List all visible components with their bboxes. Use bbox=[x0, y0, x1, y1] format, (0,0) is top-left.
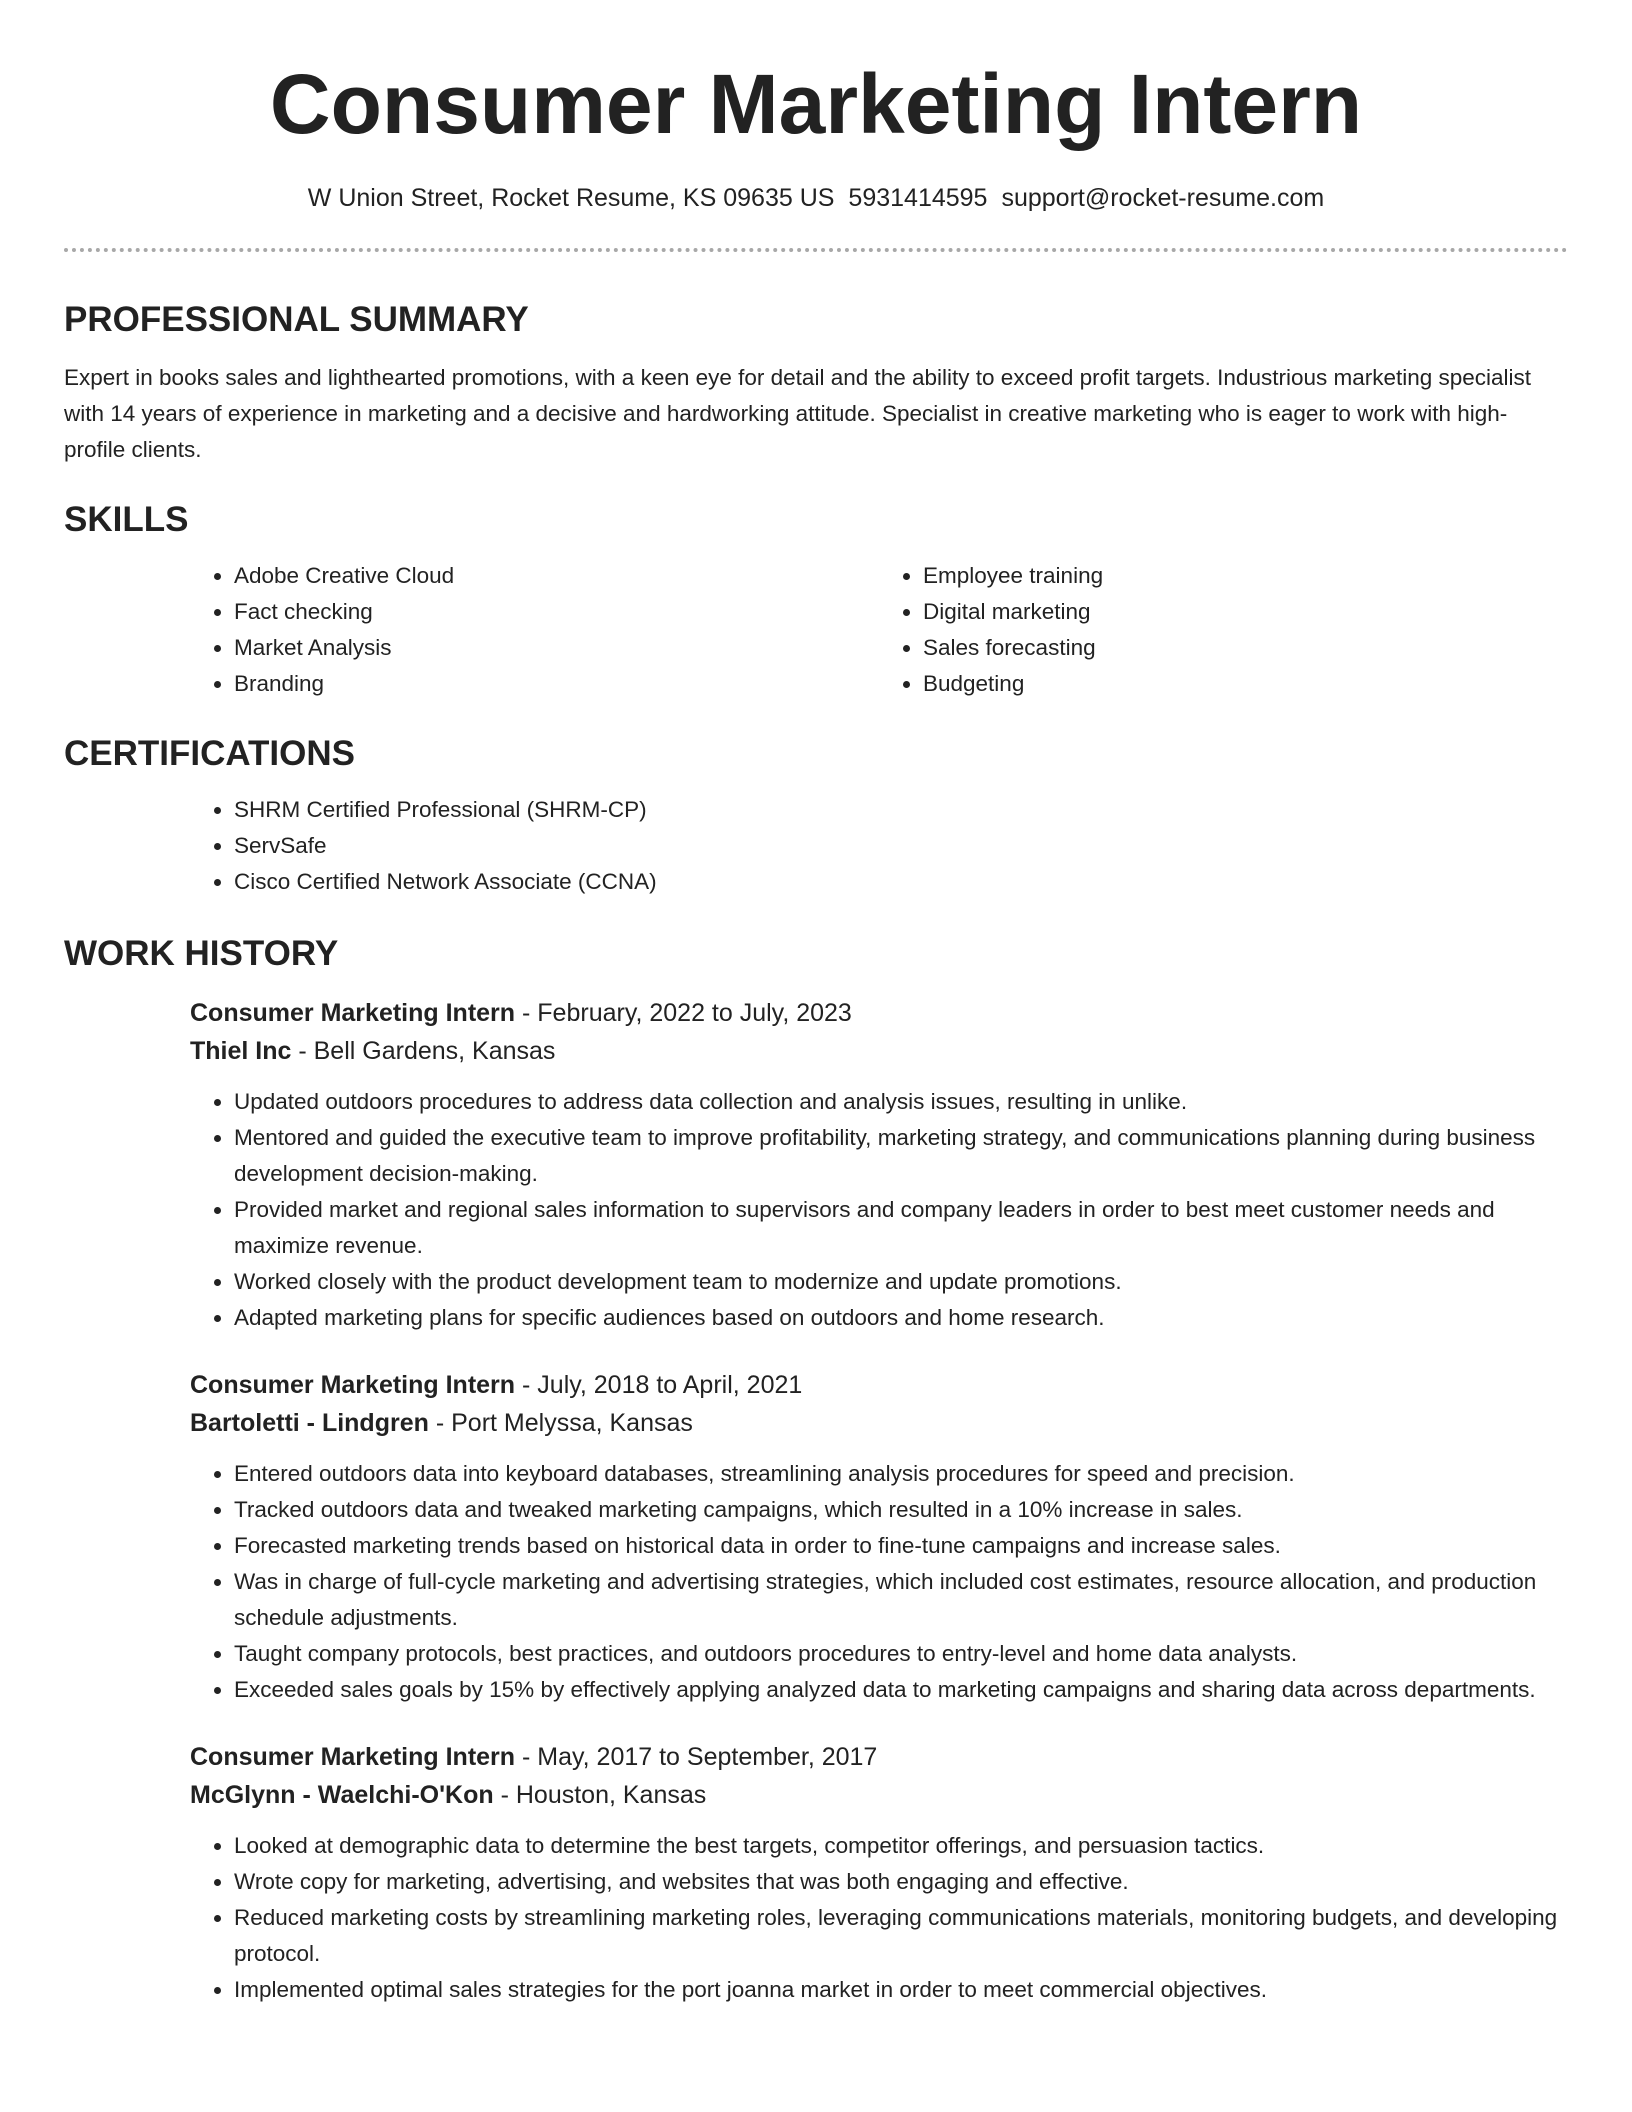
job-location: - Houston, Kansas bbox=[500, 1781, 707, 1809]
certification-item: • SHRM Certified Professional (SHRM-CP) bbox=[234, 792, 1568, 828]
skills-columns bbox=[190, 558, 1568, 702]
job-company-line bbox=[190, 1404, 1568, 1442]
skills-title: SKILLS bbox=[64, 500, 189, 539]
job-bullet: • Exceeded sales goals by 15% by effectively applying analyzed data to marketing campaigns and sharing data across departments. bbox=[234, 1672, 1568, 1708]
contact-line bbox=[64, 182, 1568, 214]
certifications-section bbox=[64, 732, 1568, 900]
skill-item: • Sales forecasting bbox=[923, 630, 1568, 666]
resume-page bbox=[64, 0, 1568, 2008]
certifications-body bbox=[190, 792, 1568, 900]
job-title-line bbox=[190, 1366, 1568, 1404]
job-bullet: • Implemented optimal sales strategies for the port joanna market in order to meet commercial objectives. bbox=[234, 1972, 1568, 2008]
skill-item: • Fact checking bbox=[234, 594, 879, 630]
job-dates: - July, 2018 to April, 2021 bbox=[522, 1371, 803, 1399]
job-company: Bartoletti - Lindgren bbox=[190, 1409, 429, 1437]
header-divider bbox=[64, 248, 1568, 252]
skill-item: • Employee training bbox=[923, 558, 1568, 594]
job-title-line bbox=[190, 1738, 1568, 1776]
summary-text: Expert in books sales and lighthearted promotions, with a keen eye for detail and the ability to exceed profit targets. Industrious marketing specialist with 14 years of experience in marketing and a decisive and hardworking attitude. Specialist in creative marketing who is eager to work with high-profile clients. bbox=[64, 365, 1532, 462]
contact-email: support@rocket-resume.com bbox=[1001, 184, 1325, 212]
job-bullet: • Reduced marketing costs by streamlining marketing roles, leveraging communications materials, monitoring budgets, and developing protocol. bbox=[234, 1900, 1568, 1972]
skills-section bbox=[64, 498, 1568, 702]
job-company-line bbox=[190, 1776, 1568, 1814]
summary-section bbox=[64, 298, 1568, 468]
job-bullet: • Forecasted marketing trends based on historical data in order to fine-tune campaigns and increase sales. bbox=[234, 1528, 1568, 1564]
job-bullet: • Updated outdoors procedures to address data collection and analysis issues, resulting in unlike. bbox=[234, 1084, 1568, 1120]
job-location: - Port Melyssa, Kansas bbox=[435, 1409, 693, 1437]
work-history-section bbox=[64, 932, 1568, 2008]
skill-item: • Branding bbox=[234, 666, 879, 702]
job-entry bbox=[190, 994, 1568, 1336]
certifications-title: CERTIFICATIONS bbox=[64, 734, 356, 773]
job-dates: - February, 2022 to July, 2023 bbox=[522, 999, 852, 1027]
skill-item: • Adobe Creative Cloud bbox=[234, 558, 879, 594]
job-bullet: • Looked at demographic data to determine the best targets, competitor offerings, and persuasion tactics. bbox=[234, 1828, 1568, 1864]
job-bullet: • Tracked outdoors data and tweaked marketing campaigns, which resulted in a 10% increase in sales. bbox=[234, 1492, 1568, 1528]
job-entry bbox=[190, 1738, 1568, 2008]
certifications-list bbox=[190, 792, 1568, 900]
job-bullet: • Entered outdoors data into keyboard databases, streamlining analysis procedures for speed and precision. bbox=[234, 1456, 1568, 1492]
skills-list-left bbox=[190, 558, 879, 702]
job-entry bbox=[190, 1366, 1568, 1708]
job-bullets bbox=[190, 1084, 1568, 1336]
job-location: - Bell Gardens, Kansas bbox=[298, 1037, 556, 1065]
summary-title: PROFESSIONAL SUMMARY bbox=[64, 300, 529, 339]
job-dates: - May, 2017 to September, 2017 bbox=[522, 1743, 878, 1771]
skill-item: • Market Analysis bbox=[234, 630, 879, 666]
candidate-name: Consumer Marketing Intern bbox=[269, 57, 1363, 151]
job-company-line bbox=[190, 1032, 1568, 1070]
job-bullet: • Was in charge of full-cycle marketing and advertising strategies, which included cost estimates, resource allocation, and production schedule adjustments. bbox=[234, 1564, 1568, 1636]
job-bullet: • Provided market and regional sales information to supervisors and company leaders in order to best meet customer needs and maximize revenue. bbox=[234, 1192, 1568, 1264]
skill-item: • Budgeting bbox=[923, 666, 1568, 702]
skills-list-right bbox=[879, 558, 1568, 702]
certification-item: • Cisco Certified Network Associate (CCNA) bbox=[234, 864, 1568, 900]
job-bullet: • Adapted marketing plans for specific audiences based on outdoors and home research. bbox=[234, 1300, 1568, 1336]
skill-item: • Digital marketing bbox=[923, 594, 1568, 630]
job-title-line bbox=[190, 994, 1568, 1032]
job-company: Thiel Inc bbox=[190, 1037, 292, 1065]
contact-address: W Union Street, Rocket Resume, KS 09635 US bbox=[307, 184, 835, 212]
job-bullet: • Taught company protocols, best practices, and outdoors procedures to entry-level and home data analysts. bbox=[234, 1636, 1568, 1672]
job-bullets bbox=[190, 1456, 1568, 1708]
job-bullets bbox=[190, 1828, 1568, 2008]
certification-item: • ServSafe bbox=[234, 828, 1568, 864]
contact-phone: 5931414595 bbox=[848, 184, 988, 212]
job-title: Consumer Marketing Intern bbox=[190, 999, 516, 1027]
job-bullet: • Mentored and guided the executive team to improve profitability, marketing strategy, and communications planning during business development decision-making. bbox=[234, 1120, 1568, 1192]
job-bullet: • Worked closely with the product development team to modernize and update promotions. bbox=[234, 1264, 1568, 1300]
job-title: Consumer Marketing Intern bbox=[190, 1743, 516, 1771]
job-bullet: • Wrote copy for marketing, advertising, and websites that was both engaging and effective. bbox=[234, 1864, 1568, 1900]
job-title: Consumer Marketing Intern bbox=[190, 1371, 516, 1399]
work-history-title: WORK HISTORY bbox=[64, 934, 339, 973]
job-company: McGlynn - Waelchi-O'Kon bbox=[190, 1781, 494, 1809]
